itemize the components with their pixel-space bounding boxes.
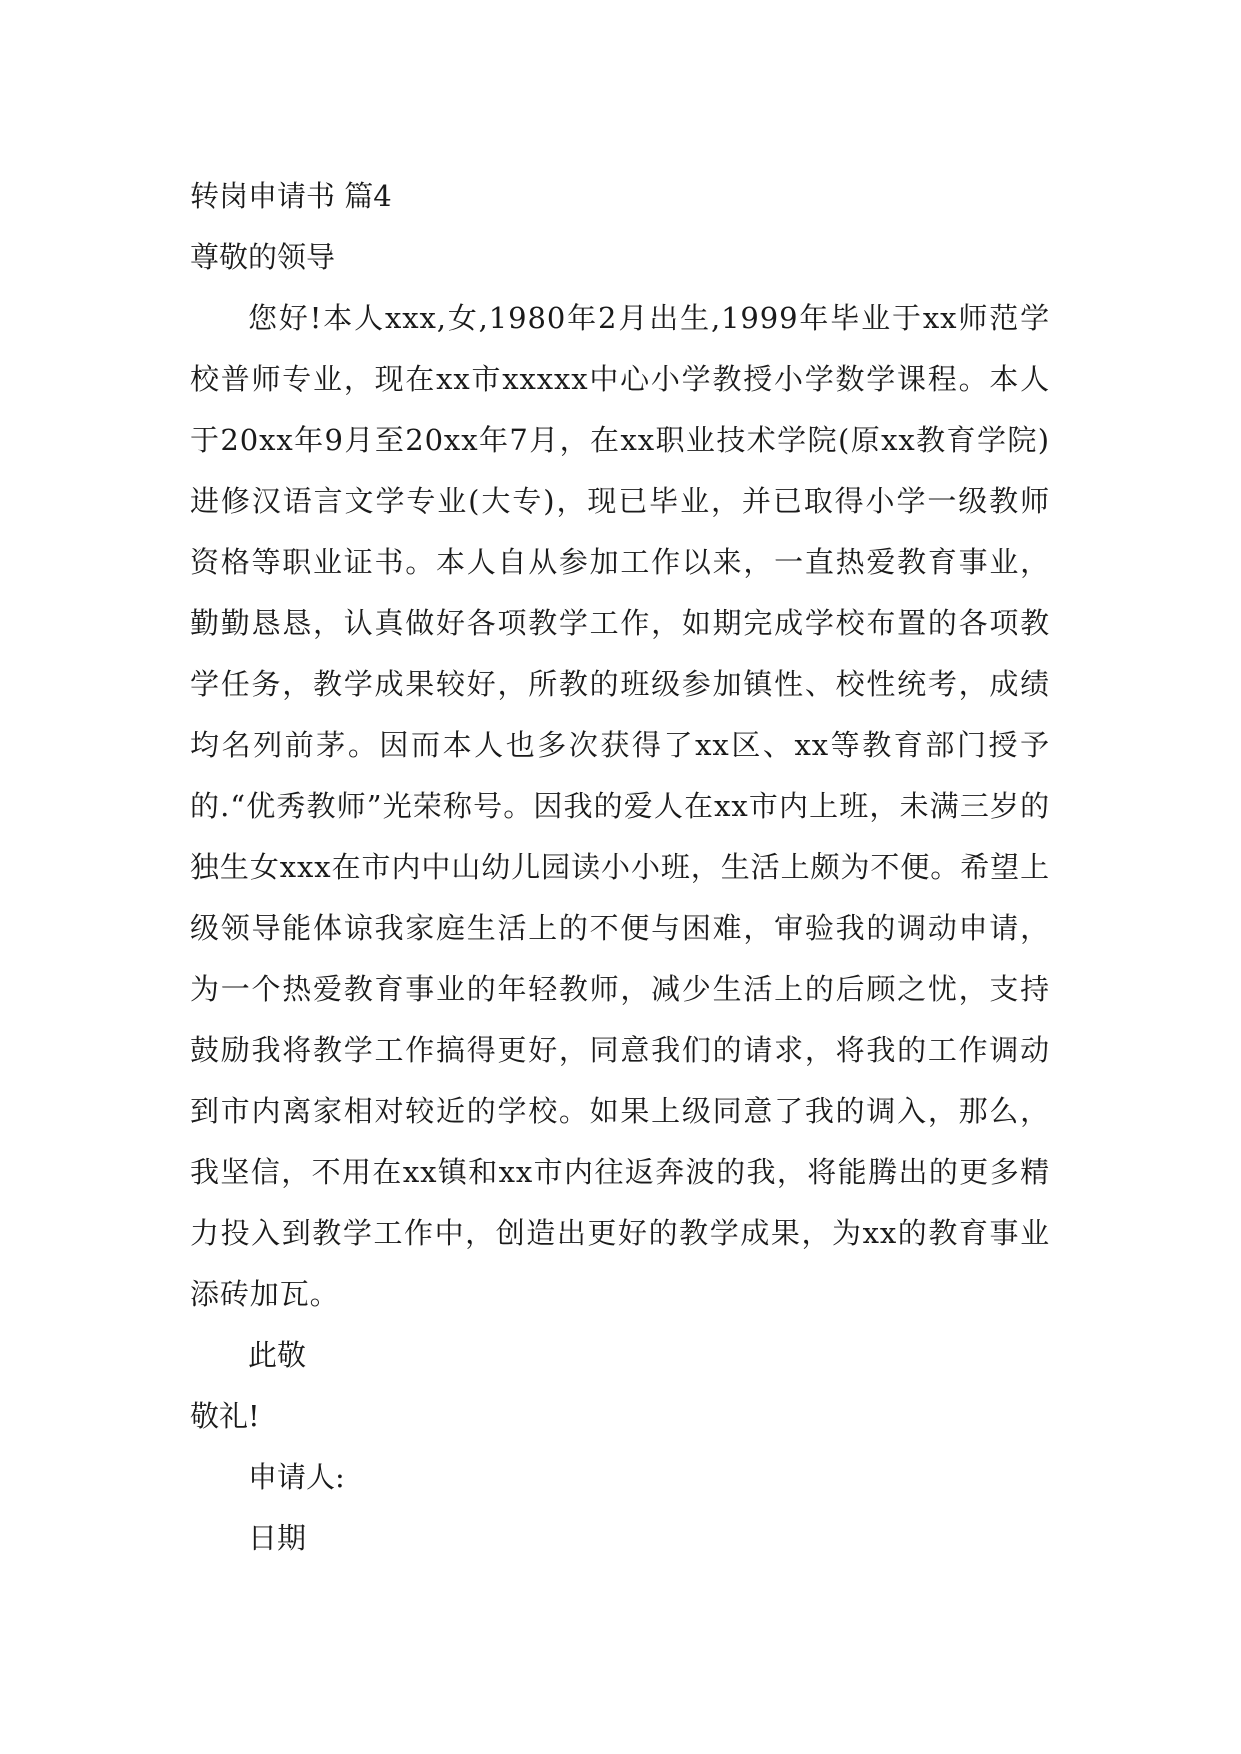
document-content [190,166,1050,1569]
closing-line-1: 此敬 [248,1338,307,1372]
closing-line-2: 敬礼! [190,1399,260,1433]
date-label: 日期 [248,1521,307,1555]
salutation: 尊敬的领导 [190,240,336,274]
document-title: 转岗申请书 篇4 [190,179,392,213]
signature-label: 申请人: [248,1460,345,1494]
body-paragraph: 您好!本人xxx,女,1980年2月出生,1999年毕业于xx师范学校普师专业，现在xx市xxxxx中心小学教授小学数学课程。本人于20xx年9月至20xx年7月，在xx职业技术学院(原xx教育学院)进修汉语言文学专业(大专)，现已毕业，并已取得小学一级教师资格等职业证书。本人自从参加工作以来，一直热爱教育事业，勤勤恳恳，认真做好各项教学工作，如期完成学校布置的各项教学任务，教学成果较好，所教的班级参加镇性、校性统考，成绩均名列前茅。因而本人也多次获得了xx区、xx等教育部门授予的.“优秀教师”光荣称号。因我的爱人在xx市内上班，未满三岁的独生女xxx在市内中山幼儿园读小小班，生活上颇为不便。希望上级领导能体谅我家庭生活上的不便与困难，审验我的调动申请，为一个热爱教育事业的年轻教师，减少生活上的后顾之忧，支持鼓励我将教学工作搞得更好，同意我们的请求，将我的工作调动到市内离家相对较近的学校。如果上级同意了我的调入，那么，我坚信，不用在xx镇和xx市内往返奔波的我，将能腾出的更多精力投入到教学工作中，创造出更好的教学成果，为xx的教育事业添砖加瓦。 [190,301,1050,1311]
